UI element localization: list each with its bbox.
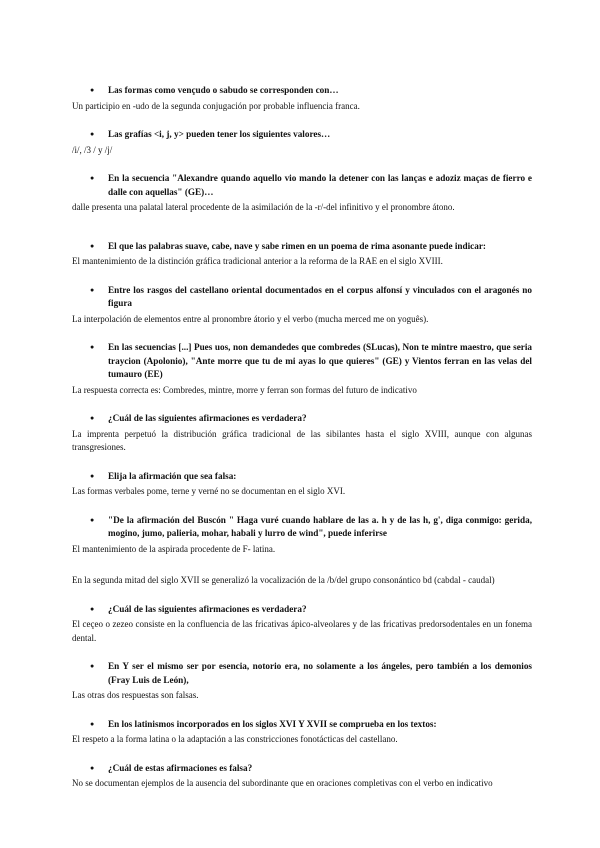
question [72, 660, 532, 687]
question [72, 240, 532, 254]
question-text: En la secuencia "Alexandre quando aquello vio mando la detener con las lanças e adoziz maças de fierro e dalle con aquellas" (GE)… [108, 173, 532, 197]
question-text: En los latinismos incorporados en los siglos XVI Y XVII se comprueba en los textos: [108, 718, 437, 729]
bullet-icon: ● [90, 471, 95, 480]
bullet-icon: ● [90, 343, 95, 351]
document-body [72, 84, 532, 791]
answer-extra: En la segunda mitad del siglo XVII se generalizó la vocalización de la /b/del grupo consonántico bd (cabdal - caudal) [72, 575, 495, 585]
bullet-icon: ● [90, 515, 95, 524]
question-text: Las grafías <i, j, y> pueden tener los siguientes valores… [108, 129, 331, 139]
answer: La imprenta perpetuó la distribución gráfica tradicional de las sibilantes hasta el siglo XVIII, aunque con algunas transgresiones. [72, 428, 532, 452]
answer: El respeto a la forma latina o la adaptación a las constricciones fonotácticas del castellano. [72, 734, 398, 744]
answer: El ceçeo o zezeo consiste en la confluencia de las fricativas ápico-alveolares y de las fricativas predorsodentales en un fonema dental. [72, 619, 532, 643]
bullet-icon: ● [90, 662, 95, 670]
question-text: ¿Cuál de las siguientes afirmaciones es verdadera? [108, 603, 307, 614]
answer: El mantenimiento de la aspirada procedente de F- latina. [72, 543, 276, 554]
bullet-icon: ● [90, 763, 95, 772]
question-text: "De la afirmación del Buscón " Haga vuré cuando hablare de las a. h y de las h, g', diga conmigo: gerida, mogino, jumo, palieria, mohar, habali y lurro de wind", puede inferirse [108, 514, 532, 538]
answer: Un participio en -udo de la segunda conjugación por probable influencia franca. [72, 100, 360, 111]
quiz-item-6 [72, 341, 532, 397]
question-text: Entre los rasgos del castellano oriental documentados en el corpus alfonsí y vinculados con el aragonés no figura [108, 284, 532, 308]
bullet-icon: ● [90, 86, 95, 94]
question [72, 514, 532, 541]
bullet-icon: ● [90, 285, 95, 294]
quiz-item-5 [72, 284, 532, 327]
quiz-item-7 [72, 412, 532, 455]
quiz-item-10 [72, 603, 532, 646]
answer: /i/, /3 / y /j/ [72, 144, 113, 155]
question [72, 341, 532, 382]
question [72, 718, 532, 732]
question-text: En las secuencias [...] Pues uos, non demandedes que combredes (SLucas), Non te mintre maestro, que seria traycion (Apolonio), "Ante morre que tu de mi ayas lo que quieres" (GE) y Vientos ferran en las velas del tumauro (EE) [108, 342, 532, 379]
quiz-item-12 [72, 718, 532, 747]
question-text: En Y ser el mismo ser por esencia, notorio era, no solamente a los ángeles, pero también a los demonios (Fray Luis de León), [108, 661, 532, 685]
question [72, 470, 532, 484]
quiz-item-8 [72, 470, 532, 499]
question [72, 172, 532, 199]
answer: Las formas verbales pome, terne y verné no se documentan en el siglo XVI. [72, 486, 346, 496]
answer: Las otras dos respuestas son falsas. [72, 690, 199, 700]
answer: El mantenimiento de la distinción gráfica tradicional anterior a la reforma de la RAE en el siglo XVIII. [72, 256, 443, 266]
quiz-item-2 [72, 128, 532, 157]
question-text: ¿Cuál de las siguientes afirmaciones es verdadera? [108, 413, 307, 423]
question [72, 603, 532, 617]
bullet-icon: ● [90, 174, 95, 182]
question [72, 84, 532, 98]
bullet-icon: ● [90, 241, 95, 250]
bullet-icon: ● [90, 719, 95, 728]
question-text: Elija la afirmación que sea falsa: [108, 470, 237, 481]
quiz-item-13 [72, 762, 532, 791]
bullet-icon: ● [90, 130, 95, 138]
question-text: El que las palabras suave, cabe, nave y sabe rimen en un poema de rima asonante puede indicar: [108, 240, 486, 251]
question [72, 412, 532, 426]
question-text: ¿Cuál de estas afirmaciones es falsa? [108, 762, 253, 773]
quiz-item-4 [72, 240, 532, 269]
question [72, 284, 532, 311]
bullet-icon: ● [90, 604, 95, 613]
question-text: Las formas como vençudo o sabudo se corresponden con… [108, 85, 339, 95]
quiz-item-3 [72, 172, 532, 215]
question [72, 128, 532, 142]
quiz-item-1 [72, 84, 532, 113]
answer: dalle presenta una palatal lateral procedente de la asimilación de la -r/-del infinitivo y el pronombre átono. [72, 202, 455, 212]
question [72, 762, 532, 776]
quiz-item-9 [72, 514, 532, 588]
answer: La respuesta correcta es: Combredes, mintre, morre y ferran son formas del futuro de indicativo [72, 384, 417, 395]
quiz-item-11 [72, 660, 532, 703]
answer: No se documentan ejemplos de la ausencia del subordinante que en oraciones completivas con el verbo en indicativo [72, 778, 493, 788]
answer: La interpolación de elementos entre al pronombre átorio y el verbo (mucha merced me on yoguês). [72, 313, 429, 324]
bullet-icon: ● [90, 414, 95, 422]
